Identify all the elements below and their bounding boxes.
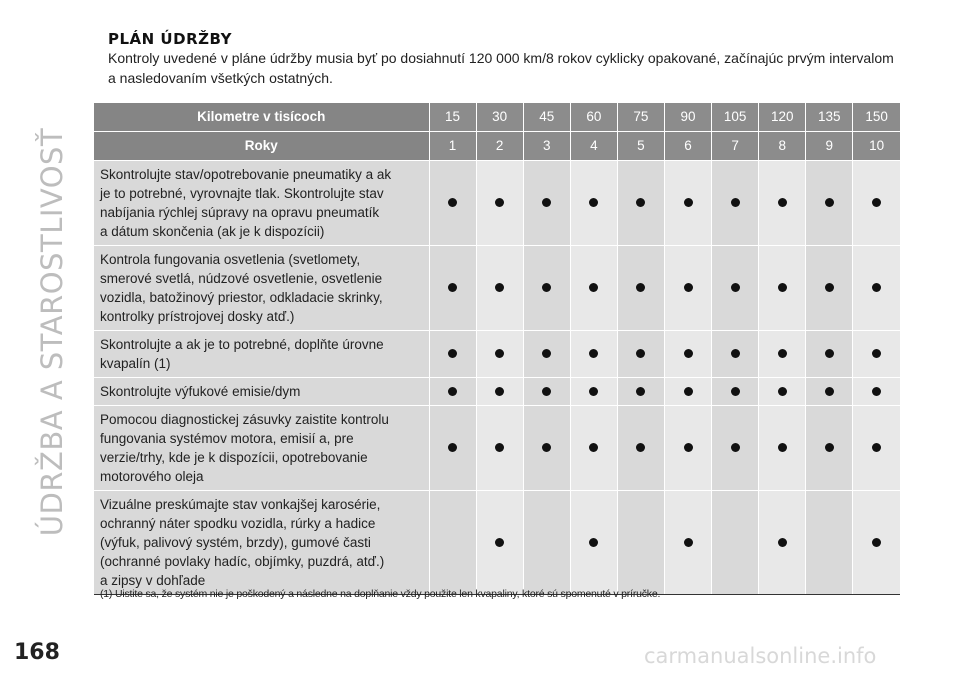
interval-cell bbox=[429, 405, 476, 490]
check-mark-dot bbox=[495, 283, 504, 292]
km-value: 30 bbox=[476, 103, 523, 131]
description-line: motorového oleja bbox=[100, 468, 204, 484]
interval-cell bbox=[429, 330, 476, 377]
interval-cell bbox=[712, 330, 759, 377]
check-mark-dot bbox=[872, 198, 881, 207]
check-mark-dot bbox=[448, 283, 457, 292]
check-mark-dot bbox=[778, 198, 787, 207]
intro-paragraph: Kontroly uvedené v pláne údržby musia byť po dosiahnutí 120 000 km/8 rokov cyklicky opakované, začínajúc prvým intervalom a nasledovaním všetkých ostatných. bbox=[108, 50, 894, 86]
years-header-row bbox=[94, 131, 900, 160]
interval-cell bbox=[476, 377, 523, 405]
schedule-rows bbox=[94, 160, 900, 594]
check-mark-dot bbox=[542, 387, 551, 396]
interval-cell bbox=[759, 377, 806, 405]
description-line: Vizuálne preskúmajte stav vonkajšej karosérie, bbox=[100, 496, 381, 512]
check-mark-dot bbox=[589, 283, 598, 292]
interval-cell bbox=[853, 245, 900, 330]
year-value: 5 bbox=[617, 131, 664, 160]
interval-cell bbox=[429, 160, 476, 245]
interval-cell bbox=[570, 405, 617, 490]
interval-cell bbox=[523, 330, 570, 377]
interval-cell bbox=[523, 405, 570, 490]
check-mark-dot bbox=[589, 443, 598, 452]
interval-cell bbox=[664, 377, 711, 405]
interval-cell bbox=[429, 245, 476, 330]
interval-cell bbox=[664, 490, 711, 594]
description-line: Skontrolujte výfukové emisie/dym bbox=[100, 383, 301, 399]
km-value: 15 bbox=[429, 103, 476, 131]
interval-cell bbox=[712, 405, 759, 490]
description-line: fungovania systémov motora, emisií a, pre bbox=[100, 430, 354, 446]
interval-cell bbox=[523, 245, 570, 330]
interval-cell bbox=[570, 490, 617, 594]
description-line: a zipsy v dohľade bbox=[100, 572, 206, 588]
interval-cell bbox=[617, 160, 664, 245]
check-mark-dot bbox=[448, 387, 457, 396]
schedule-row bbox=[94, 405, 900, 490]
interval-cell bbox=[476, 405, 523, 490]
interval-cell bbox=[523, 377, 570, 405]
check-mark-dot bbox=[778, 387, 787, 396]
km-value: 60 bbox=[570, 103, 617, 131]
km-value: 45 bbox=[523, 103, 570, 131]
schedule-row bbox=[94, 490, 900, 594]
schedule-row bbox=[94, 330, 900, 377]
interval-cell bbox=[853, 160, 900, 245]
page-heading: PLÁN ÚDRŽBY bbox=[108, 30, 232, 48]
interval-cell bbox=[853, 330, 900, 377]
check-mark-dot bbox=[731, 349, 740, 358]
description-line: verzie/trhy, kde je k dispozícii, opotrebovanie bbox=[100, 449, 368, 465]
check-mark-dot bbox=[778, 443, 787, 452]
check-mark-dot bbox=[872, 538, 881, 547]
interval-cell bbox=[664, 330, 711, 377]
year-value: 9 bbox=[806, 131, 853, 160]
check-description bbox=[94, 490, 429, 594]
interval-cell bbox=[476, 245, 523, 330]
interval-cell bbox=[617, 377, 664, 405]
check-mark-dot bbox=[778, 349, 787, 358]
year-value: 1 bbox=[429, 131, 476, 160]
check-mark-dot bbox=[778, 283, 787, 292]
check-mark-dot bbox=[825, 349, 834, 358]
interval-cell bbox=[853, 490, 900, 594]
check-mark-dot bbox=[636, 283, 645, 292]
description-line: Pomocou diagnostickej zásuvky zaistite kontrolu bbox=[100, 411, 389, 427]
check-mark-dot bbox=[636, 387, 645, 396]
description-line: je to potrebné, vyrovnajte tlak. Skontrolujte stav bbox=[100, 185, 384, 201]
interval-cell bbox=[664, 160, 711, 245]
interval-cell bbox=[429, 377, 476, 405]
check-mark-dot bbox=[731, 283, 740, 292]
check-mark-dot bbox=[684, 538, 693, 547]
schedule-row bbox=[94, 160, 900, 245]
check-mark-dot bbox=[589, 198, 598, 207]
interval-cell bbox=[476, 330, 523, 377]
schedule-row bbox=[94, 245, 900, 330]
interval-cell bbox=[476, 490, 523, 594]
check-mark-dot bbox=[448, 198, 457, 207]
check-description bbox=[94, 160, 429, 245]
check-mark-dot bbox=[495, 198, 504, 207]
interval-cell bbox=[759, 490, 806, 594]
interval-cell bbox=[664, 245, 711, 330]
check-mark-dot bbox=[542, 443, 551, 452]
description-line: (výfuk, palivový systém, brzdy), gumové časti bbox=[100, 534, 371, 550]
check-mark-dot bbox=[872, 387, 881, 396]
check-mark-dot bbox=[731, 387, 740, 396]
year-value: 4 bbox=[570, 131, 617, 160]
check-mark-dot bbox=[825, 283, 834, 292]
check-mark-dot bbox=[448, 443, 457, 452]
interval-cell bbox=[664, 405, 711, 490]
interval-cell bbox=[476, 160, 523, 245]
interval-cell bbox=[712, 160, 759, 245]
description-line: Skontrolujte stav/opotrebovanie pneumatiky a ak bbox=[100, 166, 392, 182]
interval-cell bbox=[570, 160, 617, 245]
check-mark-dot bbox=[495, 349, 504, 358]
interval-cell bbox=[712, 490, 759, 594]
footnote: (1) Uistite sa, že systém nie je poškodený a následne na doplňanie vždy použite len kvapaliny, ktoré sú spomenuté v príručke. bbox=[100, 588, 661, 600]
check-mark-dot bbox=[495, 387, 504, 396]
interval-cell bbox=[570, 377, 617, 405]
interval-cell bbox=[759, 330, 806, 377]
interval-cell bbox=[523, 490, 570, 594]
check-description bbox=[94, 377, 429, 405]
description-line: Kontrola fungovania osvetlenia (svetlomety, bbox=[100, 251, 361, 267]
km-value: 135 bbox=[806, 103, 853, 131]
check-description bbox=[94, 330, 429, 377]
description-line: (ochranné povlaky hadíc, objímky, puzdrá, atď.) bbox=[100, 553, 385, 569]
check-mark-dot bbox=[542, 349, 551, 358]
interval-cell bbox=[806, 490, 853, 594]
year-value: 3 bbox=[523, 131, 570, 160]
interval-cell bbox=[429, 490, 476, 594]
check-mark-dot bbox=[684, 283, 693, 292]
check-mark-dot bbox=[589, 538, 598, 547]
check-mark-dot bbox=[589, 387, 598, 396]
check-mark-dot bbox=[636, 198, 645, 207]
description-line: ochranný náter spodku vozidla, rúrky a hadice bbox=[100, 515, 376, 531]
interval-cell bbox=[712, 377, 759, 405]
check-mark-dot bbox=[542, 283, 551, 292]
interval-cell bbox=[853, 377, 900, 405]
interval-cell bbox=[853, 405, 900, 490]
maintenance-schedule-table bbox=[94, 103, 900, 595]
description-line: vozidla, batožinový priestor, odkladacie skrinky, bbox=[100, 289, 383, 305]
check-mark-dot bbox=[495, 538, 504, 547]
check-mark-dot bbox=[825, 387, 834, 396]
check-mark-dot bbox=[684, 349, 693, 358]
interval-cell bbox=[617, 405, 664, 490]
check-mark-dot bbox=[872, 283, 881, 292]
description-line: kontrolky prístrojovej dosky atď.) bbox=[100, 308, 295, 324]
interval-cell bbox=[617, 245, 664, 330]
interval-cell bbox=[712, 245, 759, 330]
check-mark-dot bbox=[542, 198, 551, 207]
interval-cell bbox=[759, 245, 806, 330]
check-mark-dot bbox=[495, 443, 504, 452]
year-value: 10 bbox=[853, 131, 900, 160]
check-mark-dot bbox=[636, 349, 645, 358]
check-mark-dot bbox=[872, 443, 881, 452]
check-mark-dot bbox=[684, 198, 693, 207]
check-mark-dot bbox=[684, 387, 693, 396]
km-value: 90 bbox=[664, 103, 711, 131]
year-value: 2 bbox=[476, 131, 523, 160]
year-value: 6 bbox=[664, 131, 711, 160]
interval-cell bbox=[806, 160, 853, 245]
interval-cell bbox=[570, 245, 617, 330]
years-header-label: Roky bbox=[94, 131, 429, 160]
page-number: 168 bbox=[14, 640, 60, 665]
check-mark-dot bbox=[731, 443, 740, 452]
interval-cell bbox=[617, 330, 664, 377]
km-value: 120 bbox=[759, 103, 806, 131]
section-side-title: ÚDRŽBA A STAROSTLIVOSŤ bbox=[35, 127, 69, 537]
interval-cell bbox=[806, 330, 853, 377]
description-line: a dátum skončenia (ak je k dispozícii) bbox=[100, 223, 325, 239]
interval-cell bbox=[759, 160, 806, 245]
description-line: kvapalín (1) bbox=[100, 355, 171, 371]
check-mark-dot bbox=[825, 443, 834, 452]
interval-cell bbox=[570, 330, 617, 377]
interval-cell bbox=[523, 160, 570, 245]
year-value: 8 bbox=[759, 131, 806, 160]
interval-cell bbox=[806, 405, 853, 490]
check-description bbox=[94, 405, 429, 490]
year-value: 7 bbox=[712, 131, 759, 160]
interval-cell bbox=[806, 245, 853, 330]
interval-cell bbox=[617, 490, 664, 594]
check-mark-dot bbox=[589, 349, 598, 358]
km-value: 105 bbox=[712, 103, 759, 131]
check-mark-dot bbox=[872, 349, 881, 358]
interval-cell bbox=[759, 405, 806, 490]
km-header-row bbox=[94, 103, 900, 131]
check-mark-dot bbox=[825, 198, 834, 207]
check-mark-dot bbox=[731, 198, 740, 207]
check-mark-dot bbox=[684, 443, 693, 452]
interval-cell bbox=[806, 377, 853, 405]
check-description bbox=[94, 245, 429, 330]
schedule-row bbox=[94, 377, 900, 405]
watermark-text: carmanualsonline.info bbox=[644, 644, 877, 668]
check-mark-dot bbox=[636, 443, 645, 452]
km-value: 75 bbox=[617, 103, 664, 131]
description-line: smerové svetlá, núdzové osvetlenie, osvetlenie bbox=[100, 270, 383, 286]
check-mark-dot bbox=[448, 349, 457, 358]
description-line: nabíjania rýchlej súpravy na opravu pneumatík bbox=[100, 204, 380, 220]
description-line: Skontrolujte a ak je to potrebné, doplňte úrovne bbox=[100, 336, 384, 352]
check-mark-dot bbox=[778, 538, 787, 547]
km-value: 150 bbox=[853, 103, 900, 131]
km-header-label: Kilometre v tisícoch bbox=[94, 103, 429, 131]
